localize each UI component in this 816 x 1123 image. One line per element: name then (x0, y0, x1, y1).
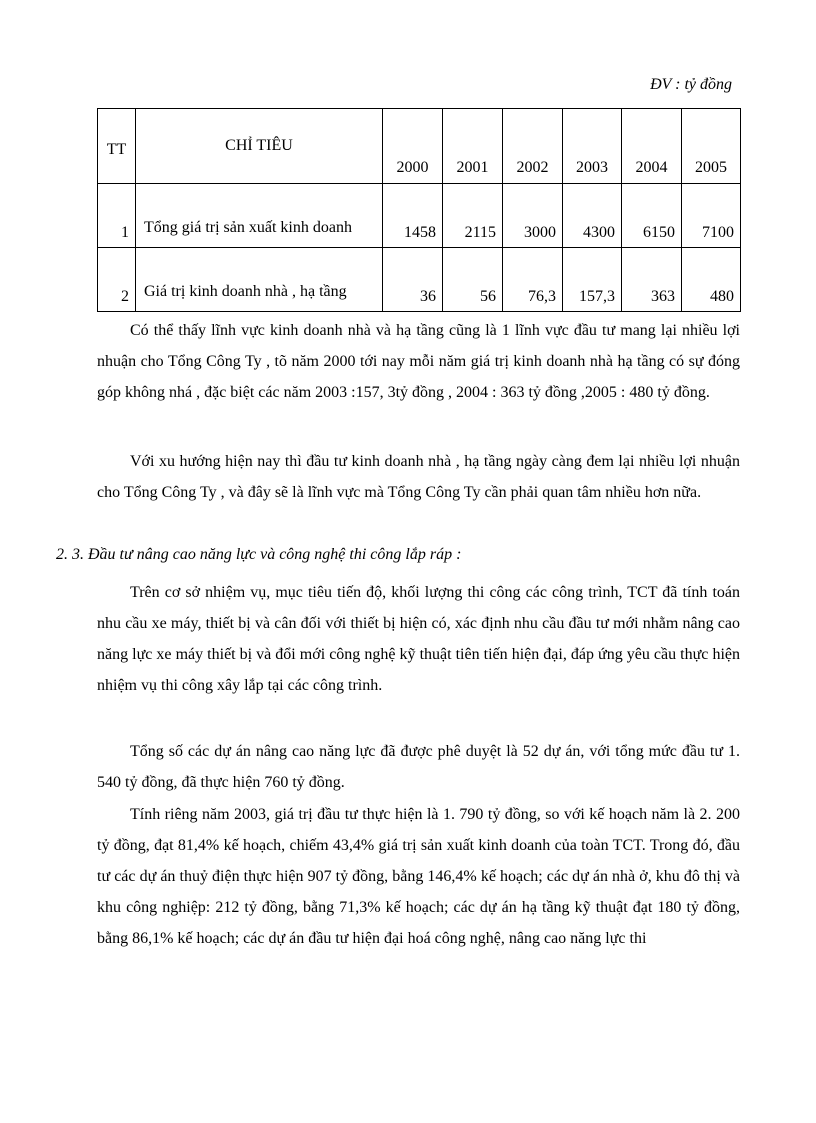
header-indicator: CHỈ TIÊU (136, 109, 383, 184)
row-value: 6150 (622, 184, 682, 248)
data-table (97, 108, 741, 312)
row-value: 4300 (563, 184, 622, 248)
header-year: 2003 (563, 109, 622, 184)
paragraph-basis: Trên cơ sở nhiệm vụ, mục tiêu tiến độ, khối lượng thi công các công trình, TCT đã tính toán nhu cầu xe máy, thiết bị và cân đối với thiết bị hiện có, xác định nhu cầu đầu tư mới nhằm nâng cao năng lực xe máy thiết bị và đổi mới công nghệ kỹ thuật tiên tiến hiện đại, đáp ứng yêu cầu thực hiện nhiệm vụ thi công xây lắp tại các công trình. (97, 584, 740, 694)
header-year: 2005 (682, 109, 741, 184)
row-tt: 1 (98, 184, 136, 248)
row-name: Tổng giá trị sản xuất kinh doanh (136, 184, 383, 248)
row-value: 7100 (682, 184, 741, 248)
row-value: 36 (383, 248, 443, 312)
row-value: 3000 (503, 184, 563, 248)
paragraph-housing-value: Có thể thấy lĩnh vực kinh doanh nhà và hạ tầng cũng là 1 lĩnh vực đầu tư mang lại nhiều lợi nhuận cho Tổng Công Ty , tõ năm 2000 tới nay mỗi năm giá trị kinh doanh nhà hạ tầng có sự đóng góp không nhá , đặc biệt các năm 2003 :157, 3tỷ đồng , 2004 : 363 tỷ đồng ,2005 : 480 tỷ đồng. (97, 322, 740, 401)
table-row (98, 184, 741, 248)
header-year: 2001 (443, 109, 503, 184)
header-year: 2004 (622, 109, 682, 184)
table-header-row (98, 109, 741, 184)
header-year: 2000 (383, 109, 443, 184)
header-tt: TT (98, 109, 136, 184)
row-value: 76,3 (503, 248, 563, 312)
row-value: 2115 (443, 184, 503, 248)
header-year: 2002 (503, 109, 563, 184)
row-tt: 2 (98, 248, 136, 312)
unit-label: ĐV : tỷ đồng (650, 76, 732, 93)
row-value: 1458 (383, 184, 443, 248)
section-heading: 2. 3. Đầu tư nâng cao năng lực và công nghệ thi công lắp ráp : (56, 546, 462, 563)
paragraph-trend: Với xu hướng hiện nay thì đầu tư kinh doanh nhà , hạ tầng ngày càng đem lại nhiều lợi nhuận cho Tổng Công Ty , và đây sẽ là lĩnh vực mà Tổng Công Ty cần phải quan tâm nhiều hơn nữa. (97, 453, 740, 501)
row-name: Giá trị kinh doanh nhà , hạ tầng (136, 248, 383, 312)
row-value: 363 (622, 248, 682, 312)
paragraph-2003-investment: Tính riêng năm 2003, giá trị đầu tư thực hiện là 1. 790 tỷ đồng, so với kế hoạch năm là 2. 200 tỷ đồng, đạt 81,4% kế hoạch, chiếm 43,4% giá trị sản xuất kinh doanh của toàn TCT. Trong đó, đầu tư các dự án thuỷ điện thực hiện 907 tỷ đồng, bằng 146,4% kế hoạch; các dự án nhà ở, khu đô thị và khu công nghiệp: 212 tỷ đồng, bằng 71,3% kế hoạch; các dự án hạ tầng kỹ thuật đạt 180 tỷ đồng, bằng 86,1% kế hoạch; các dự án đầu tư hiện đại hoá công nghệ, nâng cao năng lực thi (97, 806, 740, 947)
paragraph-projects-total: Tổng số các dự án nâng cao năng lực đã được phê duyệt là 52 dự án, với tổng mức đầu tư 1. 540 tỷ đồng, đã thực hiện 760 tỷ đồng. (97, 743, 740, 791)
table-row (98, 248, 741, 312)
row-value: 480 (682, 248, 741, 312)
row-value: 157,3 (563, 248, 622, 312)
row-value: 56 (443, 248, 503, 312)
